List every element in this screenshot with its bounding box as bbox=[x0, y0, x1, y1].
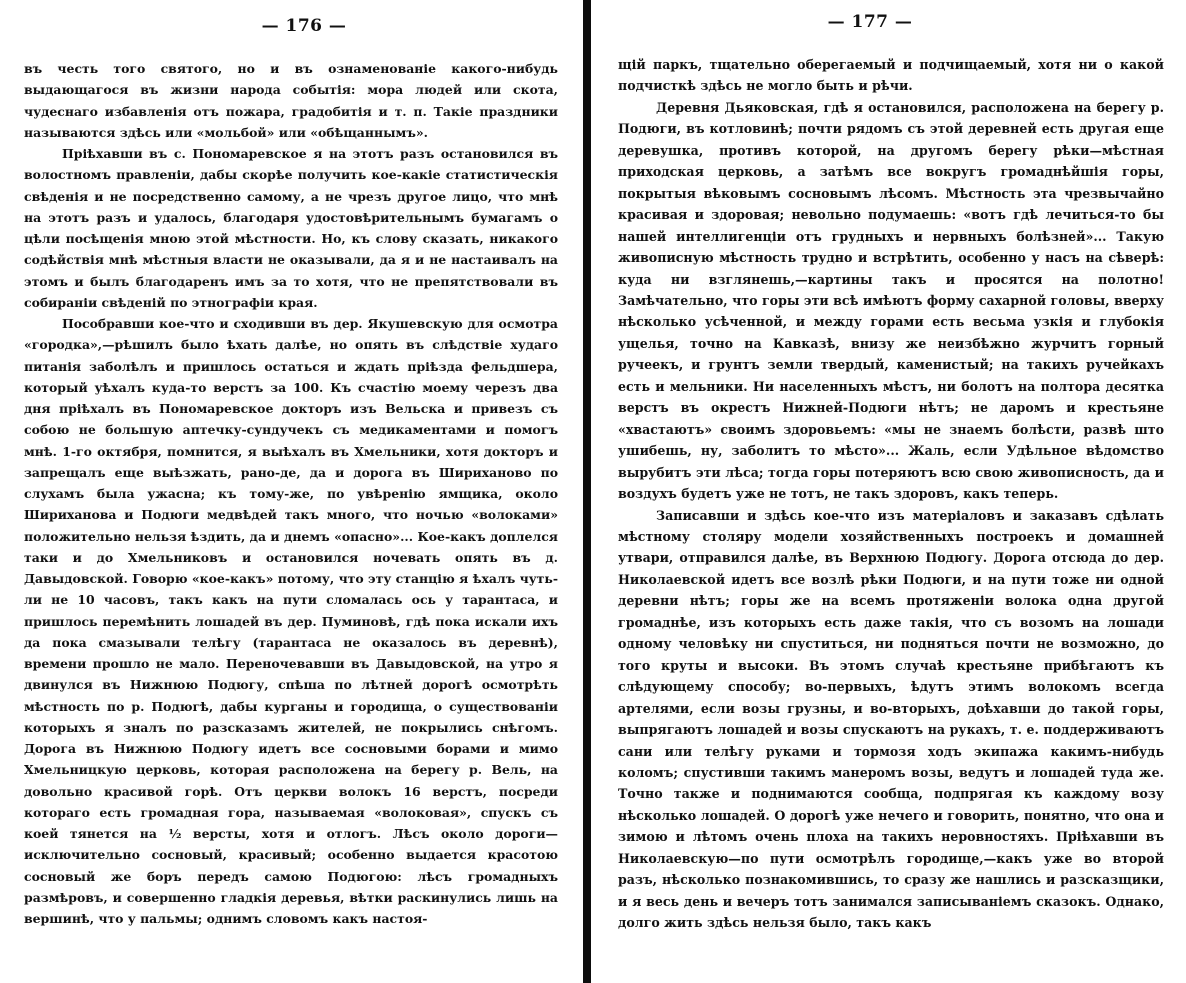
page-number: — 177 — bbox=[827, 12, 913, 32]
paragraph: Записавши и здѣсь кое-что изъ матеріаловъ и заказавъ сдѣлать мѣстному столяру модели хозяйственныхъ построекъ и домашней утвари, отправился далѣе, въ Верхнюю Подюгу. Дорога отсюда до дер. Николаевской идетъ все возлѣ рѣки Подюги, и на пути тоже ни одной деревни нѣтъ; горы же на всемъ протяженіи волока одна другой громаднѣе, изъ которыхъ есть даже такія, что съ возомъ на лошади одному человѣку ни спуститься, ни подняться почти не возможно, до того круты и высоки. Въ этомъ случаѣ крестьяне прибѣгаютъ къ слѣдующему способу; во-первыхъ, ѣдутъ этимъ волокомъ всегда артелями, если возы грузны, и во-вторыхъ, доѣхавши до такой горы, выпрягаютъ лошадей и возы спускаютъ на рукахъ, т. е. поддерживаютъ сани или телѣгу руками и тормозя ходъ экипажа какимъ-нибудь коломъ; спустивши такимъ манеромъ возы, ведутъ и лошадей туда же. Точно также и поднимаются сообща, подпрягая къ каждому возу нѣсколько лошадей. О дорогѣ уже нечего и говорить, понятно, что она и зимою и лѣтомъ очень плоха на такихъ неровностяхъ. Пріѣхавши въ Николаевскую—по пути осмотрѣлъ городище,—какъ уже во второй разъ, нѣсколько познакомившись, то сразу же нашлись и разсказщики, и я весь день и вечеръ тотъ занимался записываніемъ сказокъ. Однако, долго жить здѣсь нельзя было, такъ какъ bbox=[618, 507, 1164, 931]
paragraph: Пріѣхавши въ с. Пономаревское я на этотъ разъ остановился въ волостномъ правленіи, дабы скорѣе получить кое-какіе статистическія свѣденія и не посредственно самому, а не чрезъ другое лицо, что мнѣ на этотъ разъ и удалось, благодаря удостовѣрительнымъ бумагамъ о цѣли посѣщенія мною этой мѣстности. Но, къ слову сказать, никакого содѣйствія мнѣ мѣстныя власти не оказывали, да я и не настаивалъ на этомъ и былъ благодаренъ имъ за то хотя, что не препятствовали въ собираніи свѣденій по этнографіи края. bbox=[24, 146, 558, 310]
book-gutter bbox=[583, 0, 591, 983]
paragraph: щій паркъ, тщательно оберегаемый и подчищаемый, хотя ни о какой подчисткѣ здѣсь не могло быть и рѣчи. bbox=[618, 57, 1164, 94]
paragraph: Пособравши кое-что и сходивши въ дер. Якушевскую для осмотра «городка»,—рѣшилъ было ѣхать далѣе, но опять въ слѣдствіе худаго питанія заболѣлъ и пришлось остаться и ждать пріѣзда фельдшера, который уѣхалъ куда-то верстъ за 100. Къ счастію моему черезъ два дня пріѣхалъ въ Пономаревское докторъ изъ Вельска и привезъ съ собою не большую аптечку-сундучекъ съ медикаментами и помогъ мнѣ. 1-го октября, помнится, я выѣхалъ въ Хмельники, хотя докторъ и запрещалъ еще выѣзжать, рано-де, да и дорога въ Шириханово по слухамъ была ужасна; къ тому-же, по увѣренію ямщика, около Шириханова и Подюги медвѣдей такъ много, что ночью «волоками» положительно нельзя ѣздить, да и днемъ «опасно»... Кое-какъ доплелся таки и до Хмельниковъ и остановился ночевать опять въ д. Давыдовской. Говорю «кое-какъ» потому, что эту станцію я ѣхалъ чуть-ли не 10 часовъ, такъ какъ на пути сломалась ось у тарантаса, и пришлось перемѣнить лошадей въ дер. Пуминовѣ, гдѣ пока искали ихъ да пока смазывали телѣгу (тарантаса не оказалось въ деревнѣ), времени прошло не мало. Переночевавши въ Давыдовской, на утро я двинулся въ Нижнюю Подюгу, спѣша по лѣтней дорогѣ осмотрѣть мѣстность по р. Подюгѣ, дабы курганы и городища, о существованіи которыхъ я зналъ по разсказамъ жителей, не покрылись снѣгомъ. Дорога въ Нижнюю Подюгу идетъ все сосновыми борами и мимо Хмельницкую церковь, которая расположена на берегу р. Вель, на довольно красивой горѣ. Отъ церкви волокъ 16 верстъ, посреди котораго есть громадная гора, называемая «волоковая», спускъ съ коей тянется на ½ версты, хотя и отлогъ. Лѣсъ около дороги—исключительно сосновый, красивый; особенно выдается красотою сосновый же боръ передъ самою Подюгою: лѣсъ громадныхъ размѣровъ, и совершенно гладкія деревья, вѣтки раскинулись лишь на вершинѣ, что у пальмы; однимъ словомъ какъ настоя- bbox=[24, 316, 558, 926]
right-page bbox=[594, 0, 1186, 983]
left-page bbox=[0, 0, 588, 983]
paragraph: въ честь того святого, но и въ ознаменованіе какого-нибудь выдающагося въ жизни народа событія: мора людей или скота, чудеснаго избавленія отъ пожара, градобитія и т. п. Такіе праздники называются здѣсь или «мольбой» или «обѣщаннымъ». bbox=[24, 61, 558, 140]
page-text bbox=[618, 54, 1164, 934]
page-number: — 176 — bbox=[261, 16, 347, 36]
page-text bbox=[24, 58, 558, 929]
paragraph: Деревня Дьяковская, гдѣ я остановился, расположена на берегу р. Подюги, въ котловинѣ; почти рядомъ съ этой деревней есть другая еще деревушка, противъ которой, на другомъ берегу рѣки—мѣстная приходская церковь, а затѣмъ все вокругъ громаднѣйшія горы, покрытыя вѣковымъ сосновымъ лѣсомъ. Мѣстность эта чрезвычайно красивая и здоровая; невольно подумаешь: «вотъ гдѣ лечиться-то бы нашей интеллигенціи отъ грудныхъ и нервныхъ болѣзней»... Такую живописную мѣстность трудно и встрѣтить, особенно у насъ на сѣверѣ: куда ни взглянешь,—картины такъ и просятся на полотно! Замѣчательно, что горы эти всѣ имѣютъ форму сахарной головы, вверху нѣсколько усѣченной, и между горами есть весьма узкія и глубокія ущелья, точно на Кавказѣ, внизу же неизбѣжно журчитъ горный ручеекъ, и грунтъ земли твердый, каменистый; на такихъ ручейкахъ есть и мельники. Ни населенныхъ мѣстъ, ни болотъ на полтора десятка верстъ въ окрестъ Нижней-Подюги нѣтъ; не даромъ и крестьяне «хвастаютъ» своимъ здоровьемъ: «мы не знаемъ болѣсти, развѣ што ушибешь, ну, заболитъ то мѣсто»... Жаль, если Удѣльное вѣдомство вырубитъ эти лѣса; тогда горы потеряютъ всю свою живописность, да и воздухъ будетъ уже не тотъ, не такъ здоровъ, какъ теперь. bbox=[618, 99, 1164, 502]
